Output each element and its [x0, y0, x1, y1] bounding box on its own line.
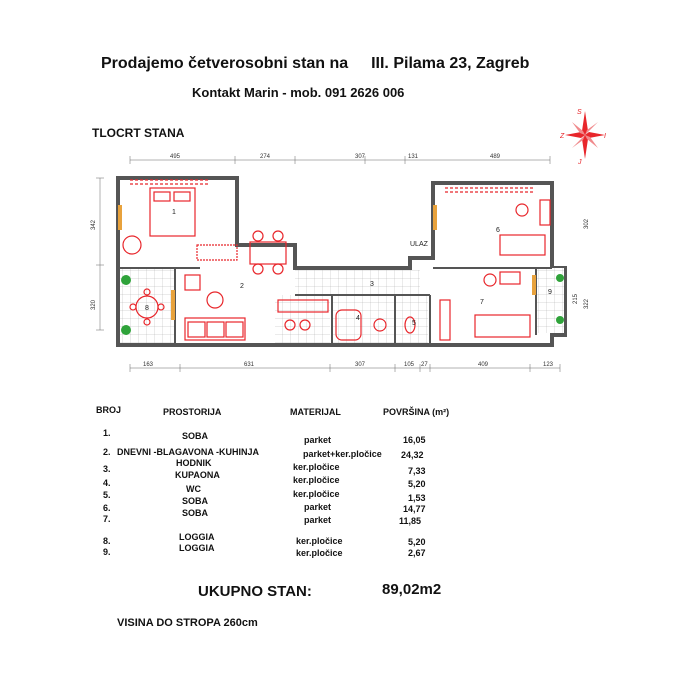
- room-area: 5,20: [408, 537, 426, 547]
- room-material: parket: [304, 502, 332, 512]
- header-povrsina: POVRŠINA (m²): [383, 407, 450, 417]
- row-number: 3.: [103, 464, 111, 474]
- compass-s: S: [577, 109, 582, 116]
- wc-floor: [396, 295, 428, 343]
- total-label: UKUPNO STAN:: [198, 583, 312, 600]
- compass-z: Z: [560, 133, 565, 140]
- room-number-8: 8: [145, 305, 149, 312]
- room-name: DNEVNI -BLAGAVONA -KUHINJA: [117, 447, 260, 457]
- row-number: 9.: [103, 547, 111, 557]
- room-number-7: 7: [480, 299, 484, 306]
- room-material: parket+ker.pločice: [303, 449, 382, 459]
- room-number-2: 2: [240, 283, 244, 290]
- room-name: HODNIK: [176, 458, 212, 468]
- dim-left-2: 320: [91, 299, 97, 310]
- dim-right-3: 215: [573, 293, 579, 304]
- dim-right-1: 302: [584, 218, 590, 229]
- row-number: 5.: [103, 490, 111, 500]
- dim-left-1: 342: [91, 219, 97, 230]
- room-material: parket: [304, 435, 332, 445]
- floor-plan: [90, 150, 590, 380]
- dimension-line-top: [130, 156, 550, 164]
- room-number-5: 5: [412, 320, 416, 327]
- row-number: 8.: [103, 536, 111, 546]
- room-area: 11,85: [399, 516, 422, 526]
- room-name: SOBA: [182, 431, 209, 441]
- room-area: 1,53: [408, 493, 426, 503]
- room-area: 24,32: [401, 450, 424, 460]
- row-number: 1.: [103, 428, 111, 438]
- header-materijal: MATERIJAL: [290, 407, 341, 417]
- compass-i: I: [604, 133, 606, 140]
- title-address: III. Pilama 23, Zagreb: [371, 55, 530, 72]
- room-material: ker.pločice: [296, 548, 343, 558]
- room-area: 2,67: [408, 548, 426, 558]
- row-number: 4.: [103, 478, 111, 488]
- room-material: ker.pločice: [293, 475, 340, 485]
- row-number: 7.: [103, 514, 111, 524]
- row-number: 6.: [103, 503, 111, 513]
- dim-bottom-2: 631: [244, 362, 255, 368]
- furniture: [123, 180, 550, 340]
- room-material: ker.pločice: [293, 489, 340, 499]
- room-number-4: 4: [356, 315, 360, 322]
- ceiling-height: VISINA DO STROPA 260cm: [117, 617, 258, 629]
- room-number-1: 1: [172, 209, 176, 216]
- title-text: Prodajemo četverosobni stan na: [101, 55, 349, 72]
- room-number-9: 9: [548, 289, 552, 296]
- dim-bottom-7: 123: [543, 362, 554, 368]
- contact-info: Kontakt Marin - mob. 091 2626 006: [192, 85, 405, 100]
- header-broj: BROJ: [96, 405, 122, 415]
- room-name: KUPAONA: [175, 470, 220, 480]
- dim-right-2: 322: [584, 298, 590, 309]
- dim-bottom-3: 307: [355, 362, 366, 368]
- dim-top-4: 131: [408, 154, 419, 160]
- room-name: LOGGIA: [179, 532, 215, 542]
- room-name: SOBA: [182, 508, 209, 518]
- dim-top-3: 307: [355, 154, 366, 160]
- compass-j: J: [578, 159, 582, 165]
- dim-top-2: 274: [260, 154, 271, 160]
- dim-top-5: 489: [490, 154, 501, 160]
- kitchen-floor: [275, 295, 330, 343]
- dimension-line-bottom: [130, 364, 560, 372]
- room-material: parket: [304, 515, 332, 525]
- dim-bottom-1: 163: [143, 362, 154, 368]
- row-number: 2.: [103, 447, 111, 457]
- room-name: LOGGIA: [179, 543, 215, 553]
- room-name: WC: [186, 484, 201, 494]
- room-number-6: 6: [496, 227, 500, 234]
- room-number-3: 3: [370, 281, 374, 288]
- room-material: ker.pločice: [293, 462, 340, 472]
- header-prostorija: PROSTORIJA: [163, 407, 222, 417]
- hallway-floor: [295, 270, 420, 295]
- dim-top-1: 495: [170, 154, 181, 160]
- room-area: 16,05: [403, 435, 426, 445]
- room-area: 5,20: [408, 479, 426, 489]
- room-material: ker.pločice: [296, 536, 343, 546]
- entrance-label: ULAZ: [410, 241, 428, 248]
- room-area: 14,77: [403, 504, 426, 514]
- dim-bottom-5: 27: [421, 362, 428, 368]
- dim-bottom-4: 105: [404, 362, 415, 368]
- plan-section-title: TLOCRT STANA: [92, 126, 185, 140]
- room-area: 7,33: [408, 466, 426, 476]
- dim-bottom-6: 409: [478, 362, 489, 368]
- room-name: SOBA: [182, 496, 209, 506]
- bathroom-floor: [332, 295, 394, 343]
- total-value: 89,02m2: [382, 581, 442, 598]
